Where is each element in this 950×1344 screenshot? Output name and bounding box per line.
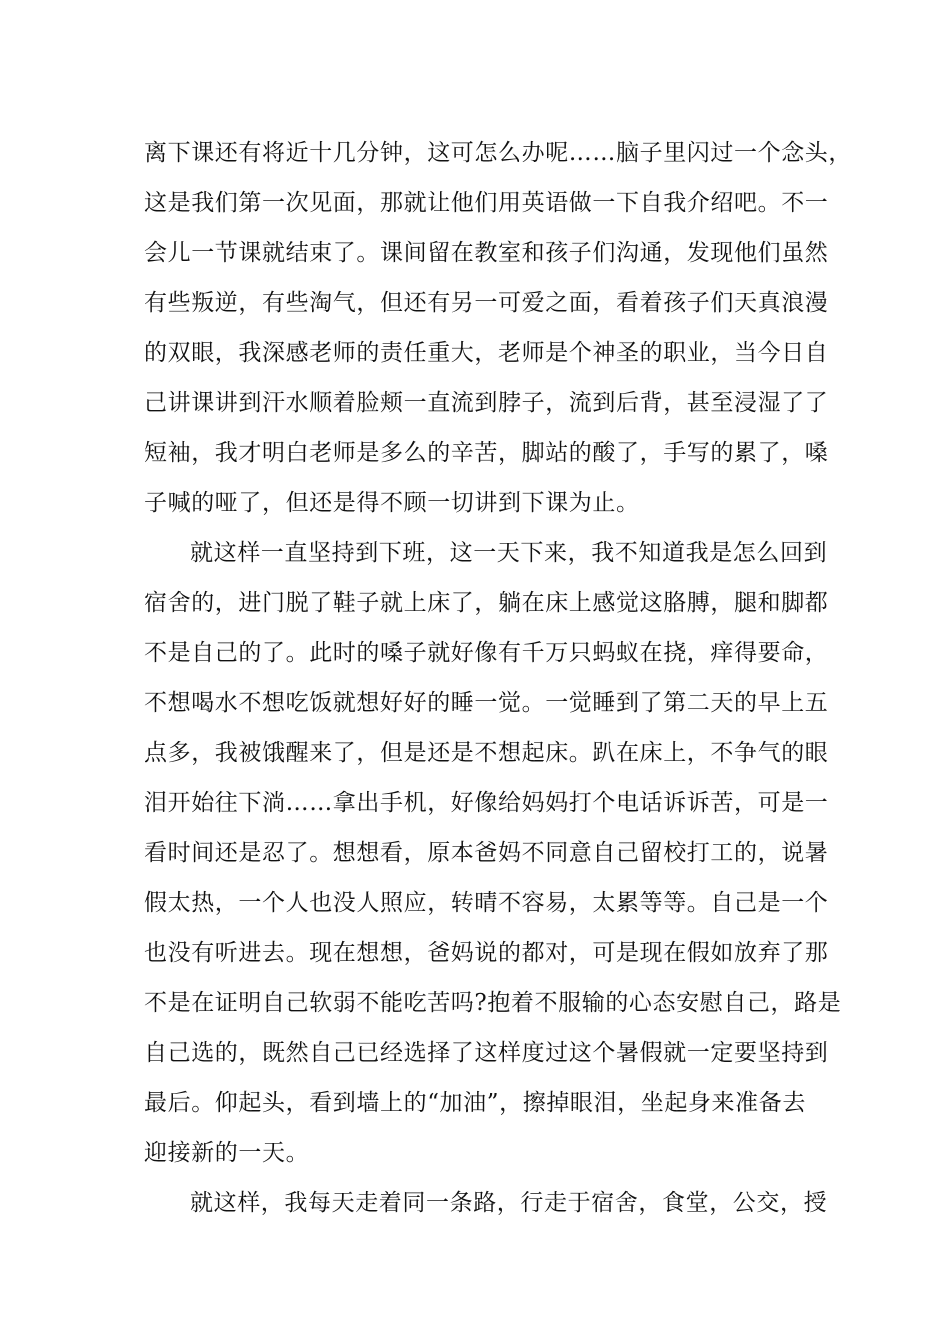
text-line: 不是自己的了。此时的嗓子就好像有千万只蚂蚁在挠，痒得要命， (144, 640, 829, 666)
text-line: 有些叛逆，有些淘气，但还有另一可爱之面，看着孩子们天真浪漫 (144, 290, 829, 316)
text-line: 点多，我被饿醒来了，但是还是不想起床。趴在床上，不争气的眼 (144, 740, 829, 766)
text-line: 最后。仰起头，看到墙上的“加油”，擦掉眼泪，坐起身来准备去 (144, 1090, 806, 1116)
text-line: 离下课还有将近十几分钟，这可怎么办呢……脑子里闪过一个念头， (144, 140, 852, 166)
text-line: 看时间还是忍了。想想看，原本爸妈不同意自己留校打工的，说暑 (144, 840, 829, 866)
text-line: 这是我们第一次见面，那就让他们用英语做一下自我介绍吧。不一 (144, 190, 829, 216)
body-text (144, 128, 852, 1228)
paragraph-start-line: 就这样，我每天走着同一条路，行走于宿舍，食堂，公交，授 (190, 1190, 828, 1216)
text-line: 己讲课讲到汗水顺着脸颊一直流到脖子，流到后背，甚至浸湿了了 (144, 390, 829, 416)
text-line: 的双眼，我深感老师的责任重大，老师是个神圣的职业，当今日自 (144, 340, 829, 366)
text-line: 假太热，一个人也没人照应，转晴不容易，太累等等。自己是一个 (144, 890, 829, 916)
text-line: 自己选的，既然自己已经选择了这样度过这个暑假就一定要坚持到 (144, 1040, 829, 1066)
paragraph-start-line: 就这样一直坚持到下班，这一天下来，我不知道我是怎么回到 (190, 540, 828, 566)
text-line: 短袖，我才明白老师是多么的辛苦，脚站的酸了，手写的累了，嗓 (144, 440, 829, 466)
text-line: 会儿一节课就结束了。课间留在教室和孩子们沟通，发现他们虽然 (144, 240, 829, 266)
text-line: 泪开始往下淌……拿出手机，好像给妈妈打个电话诉诉苦，可是一 (144, 790, 829, 816)
text-line: 迎接新的一天。 (144, 1140, 310, 1166)
text-line: 子喊的哑了，但还是得不顾一切讲到下课为止。 (144, 490, 640, 516)
text-line: 不想喝水不想吃饭就想好好的睡一觉。一觉睡到了第二天的早上五 (144, 690, 829, 716)
text-line: 不是在证明自己软弱不能吃苦吗?抱着不服输的心态安慰自己，路是 (144, 990, 842, 1016)
text-line: 宿舍的，进门脱了鞋子就上床了，躺在床上感觉这胳膊，腿和脚都 (144, 590, 829, 616)
text-line: 也没有听进去。现在想想，爸妈说的都对，可是现在假如放弃了那 (144, 940, 829, 966)
